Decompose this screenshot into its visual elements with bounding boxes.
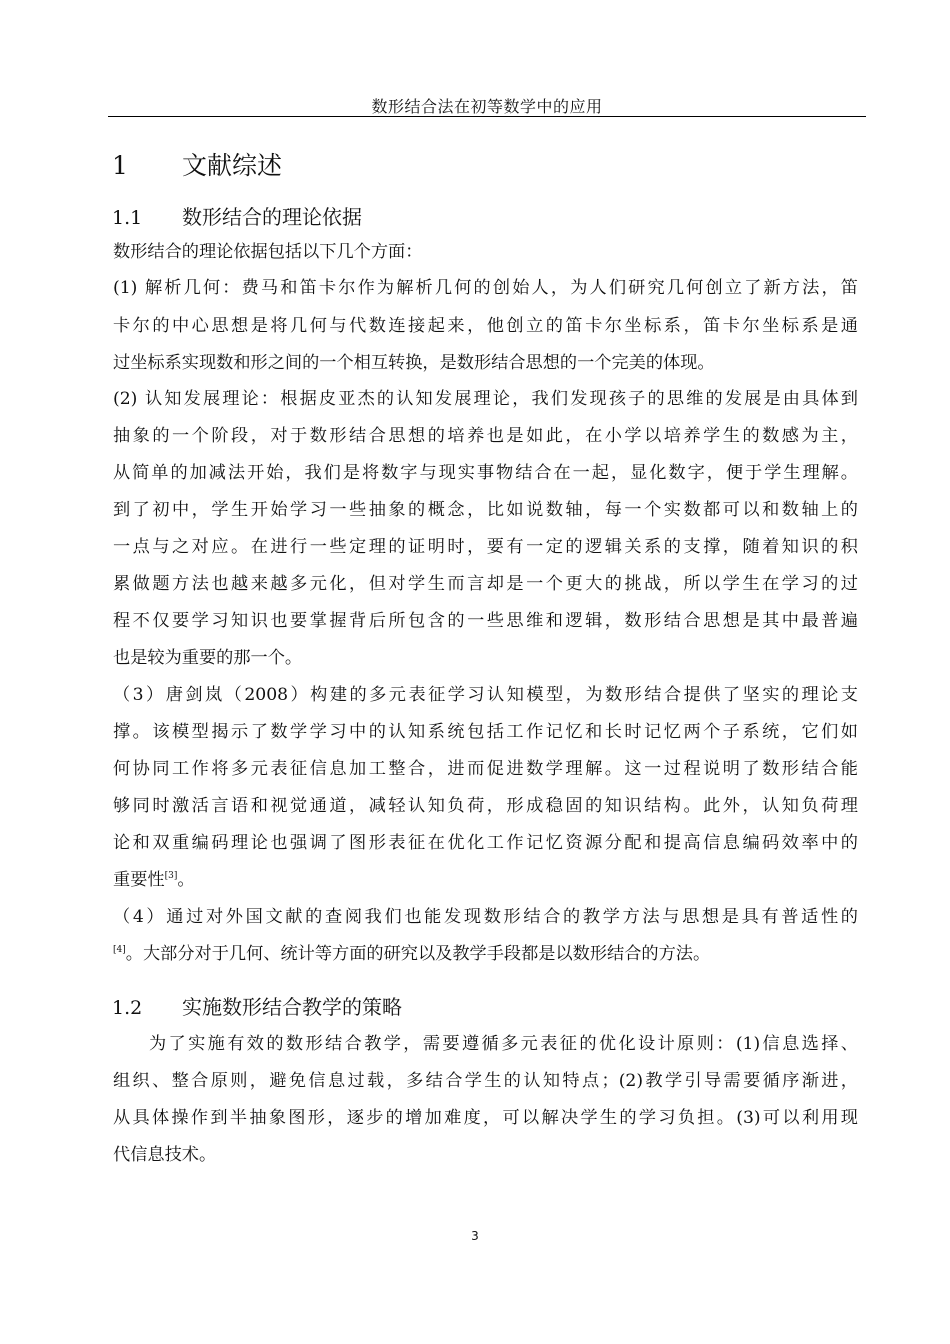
paragraph-line: 为了实施有效的数形结合教学，需要遵循多元表征的优化设计原则：(1)信息选择、 [149,1034,858,1054]
section-title: 数形结合的理论依据 [182,205,362,229]
paragraph-line: 抽象的一个阶段，对于数形结合思想的培养也是如此，在小学以培养学生的数感为主， [113,426,858,446]
chapter-heading [112,146,282,182]
paragraph-line: (2) 认知发展理论：根据皮亚杰的认知发展理论，我们发现孩子的思维的发展是由具体到 [113,389,858,409]
paragraph-line: 数形结合的理论依据包括以下几个方面： [113,242,423,262]
paragraph-line: 论和双重编码理论也强调了图形表征在优化工作记忆资源分配和提高信息编码效率中的 [113,833,858,853]
paragraph-line: 何协同工作将多元表征信息加工整合，进而促进数学理解。这一过程说明了数形结合能 [113,759,858,779]
paragraph-line: 代信息技术。 [113,1145,217,1165]
paragraph-line [113,865,195,890]
paragraph-line: 撑。该模型揭示了数学学习中的认知系统包括工作记忆和长时记忆两个子系统，它们如 [113,722,858,742]
header-rule [108,116,866,117]
paragraph-line: 一点与之对应。在进行一些定理的证明时，要有一定的逻辑关系的支撑，随着知识的积 [113,537,858,557]
paragraph-line: 卡尔的中心思想是将几何与代数连接起来，他创立的笛卡尔坐标系，笛卡尔坐标系是通 [113,316,858,336]
paragraph-line [113,939,710,964]
chapter-number: 1 [112,151,128,180]
paragraph-line: （3）唐剑岚（2008）构建的多元表征学习认知模型，为数形结合提供了坚实的理论支 [113,685,858,705]
line-text: 。 [177,870,195,890]
paragraph-line: 到了初中，学生开始学习一些抽象的概念，比如说数轴，每一个实数都可以和数轴上的 [113,500,858,520]
paragraph-line: 从具体操作到半抽象图形，逐步的增加难度，可以解决学生的学习负担。(3)可以利用现 [113,1108,858,1128]
section-heading-1-1 [112,201,362,230]
section-number: 1.2 [112,997,143,1019]
paragraph-line: 累做题方法也越来越多元化，但对学生而言却是一个更大的挑战，所以学生在学习的过 [113,574,858,594]
paragraph-line: （4）通过对外国文献的查阅我们也能发现数形结合的教学方法与思想是具有普适性的 [113,907,858,927]
line-text: 重要性 [113,870,165,890]
citation-3: [3] [164,871,178,881]
citation-4: [4] [113,945,126,955]
page-number: 3 [471,1229,479,1243]
section-title: 实施数形结合教学的策略 [182,995,402,1019]
paragraph-line: 从简单的加减法开始，我们是将数字与现实事物结合在一起，显化数字，便于学生理解。 [113,463,858,483]
paragraph-line: 组织、整合原则，避免信息过载，多结合学生的认知特点；(2)教学引导需要循序渐进， [113,1071,858,1091]
section-number: 1.1 [112,207,143,229]
paragraph-line: 过坐标系实现数和形之间的一个相互转换，是数形结合思想的一个完美的体现。 [113,353,715,373]
paragraph-line: 够同时激活言语和视觉通道，减轻认知负荷，形成稳固的知识结构。此外，认知负荷理 [113,796,858,816]
line-text: 。大部分对于几何、统计等方面的研究以及教学手段都是以数形结合的方法。 [125,944,711,964]
paragraph-line: (1) 解析几何：费马和笛卡尔作为解析几何的创始人，为人们研究几何创立了新方法，笛 [113,278,858,298]
chapter-title: 文献综述 [182,151,283,180]
running-header: 数形结合法在初等数学中的应用 [371,97,603,116]
paragraph-line: 也是较为重要的那一个。 [113,648,303,668]
section-heading-1-2 [112,991,402,1020]
paragraph-line: 程不仅要学习知识也要掌握背后所包含的一些思维和逻辑，数形结合思想是其中最普遍 [113,611,858,631]
